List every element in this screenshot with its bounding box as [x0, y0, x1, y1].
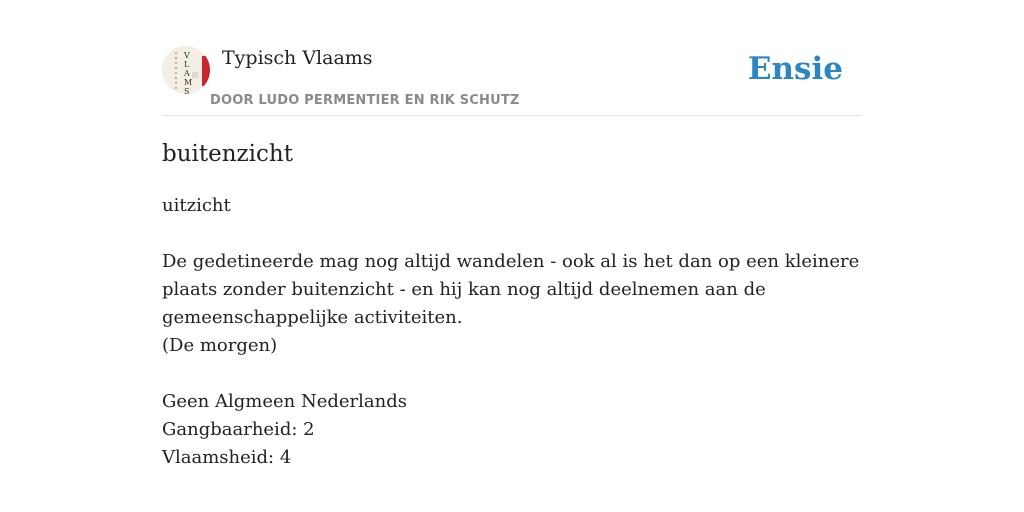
logo-letter-m: M [184, 78, 193, 87]
entry-term: buitenzicht [162, 141, 293, 167]
logo-letter-l: L [184, 60, 190, 69]
entry-definition: uitzicht [162, 195, 231, 216]
logo-letter-a: A [184, 69, 190, 78]
example-line-2: plaats zonder buitenzicht - en hij kan nog altijd deelnemen aan de [162, 279, 766, 300]
brand-logo-link[interactable]: Ensie [747, 51, 843, 87]
header [162, 40, 862, 116]
book-title[interactable]: Typisch Vlaams [222, 47, 373, 69]
gangbaarheid-rating: Gangbaarheid: 2 [162, 419, 315, 440]
example-line-3: gemeenschappelijke activiteiten. [162, 307, 463, 328]
logo-letter-s: S [184, 87, 190, 94]
entry-body [162, 192, 862, 472]
vlaamsheid-rating: Vlaamsheid: 4 [162, 447, 292, 468]
logo-letter-v: V [184, 51, 190, 60]
example-line-1: De gedetineerde mag nog altijd wandelen - ook al is het dan op een kleinere [162, 251, 860, 272]
authors-byline: DOOR LUDO PERMENTIER EN RIK SCHUTZ [210, 93, 520, 108]
standard-language-note: Geen Algmeen Nederlands [162, 391, 407, 412]
blank-line [162, 220, 862, 248]
example-source: (De morgen) [162, 335, 278, 356]
book-cover-logo-icon[interactable] [162, 46, 210, 94]
blank-line [162, 360, 862, 388]
